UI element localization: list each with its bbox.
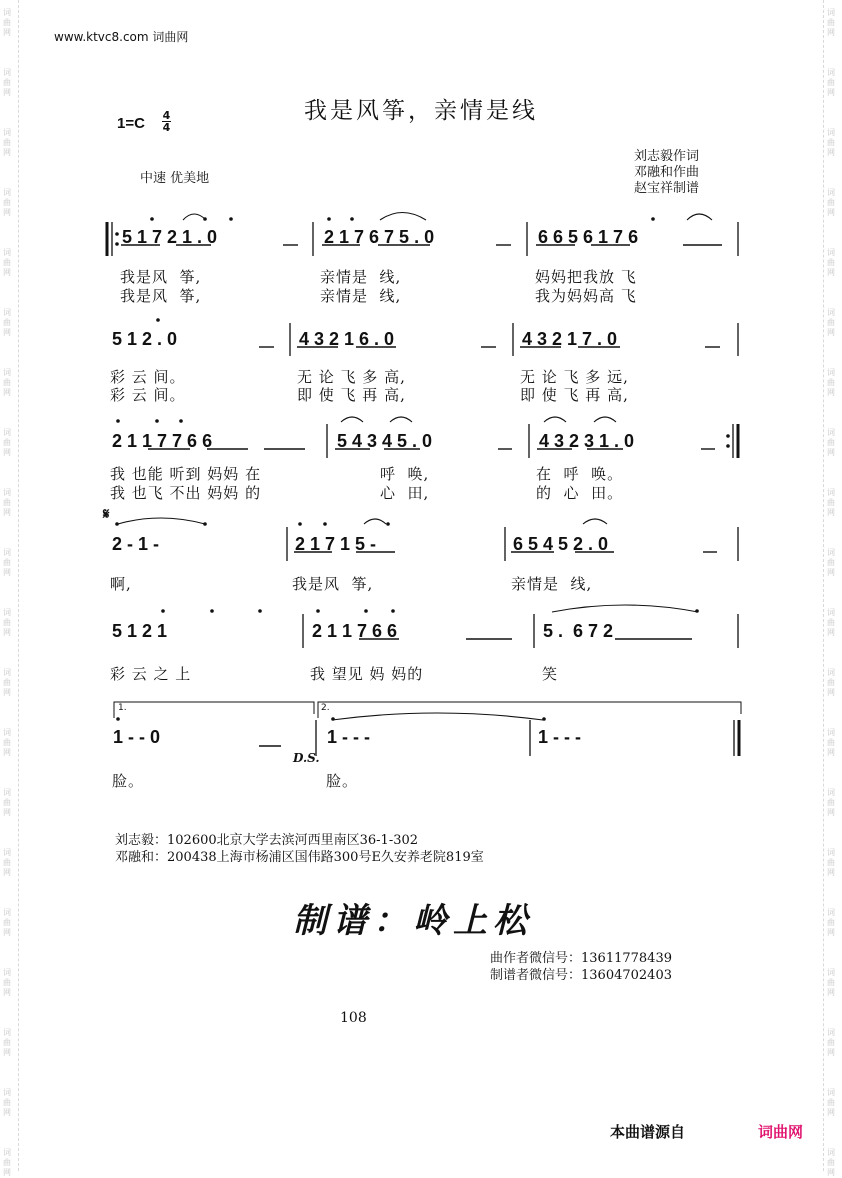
repeat-dot xyxy=(115,232,119,236)
margin-watermark: 词 曲 网 xyxy=(3,68,11,97)
repeat-dot xyxy=(115,242,119,246)
octave-dot xyxy=(210,609,214,613)
octave-dot xyxy=(391,609,395,613)
row1-measure3-notes: 6 6 5 6 1 7 6 xyxy=(538,227,639,247)
row6-measure1-notes: 1 - - 0 xyxy=(113,727,161,747)
margin-watermark: 词 曲 网 xyxy=(3,188,11,217)
octave-dot xyxy=(203,522,207,526)
octave-dot xyxy=(155,419,159,423)
margin-watermark: 词 曲 网 xyxy=(3,548,11,577)
tempo-marking: 中速 优美地 xyxy=(140,171,210,186)
octave-dot xyxy=(116,717,120,721)
tie xyxy=(332,713,543,720)
row2-measure3-notes: 4 3 2 1 7 . 0 xyxy=(522,329,618,349)
time-signature-bottom: 4 xyxy=(162,121,171,134)
row1-lyric1-m1: 我是风 筝, xyxy=(120,268,202,286)
composer-address: 邓融和：200438上海市杨浦区国伟路300号E久安养老院819室 xyxy=(115,850,484,865)
row4-measure1-notes: 2 - 1 - xyxy=(112,534,160,554)
row6-lyric-m2: 脸。 xyxy=(326,772,359,790)
footer-source-label: 本曲谱源自 xyxy=(610,1123,686,1141)
volta-2-label: 2. xyxy=(321,703,330,713)
row5-measure3-notes: 5 . 6 7 2 xyxy=(543,621,614,641)
margin-watermark: 词 曲 网 xyxy=(827,428,835,457)
margin-watermark: 词 曲 网 xyxy=(3,1148,11,1177)
octave-dot xyxy=(203,217,207,221)
row6-measure2-notes: 1 - - - xyxy=(327,727,370,747)
margin-watermark: 词 曲 网 xyxy=(827,548,835,577)
volta-1-label: 1. xyxy=(118,703,127,713)
octave-dot xyxy=(651,217,655,221)
slur xyxy=(687,214,712,220)
margin-watermark: 词 曲 网 xyxy=(827,188,835,217)
margin-watermark: 词 曲 网 xyxy=(827,608,835,637)
octave-dot xyxy=(364,609,368,613)
octave-dot xyxy=(229,217,233,221)
margin-watermark: 词 曲 网 xyxy=(3,308,11,337)
row6-measure3-notes: 1 - - - xyxy=(538,727,581,747)
octave-dot xyxy=(323,522,327,526)
row3-lyric2-m3: 的 心 田。 xyxy=(536,484,624,502)
octave-dot xyxy=(350,217,354,221)
dal-segno-mark: D.S. xyxy=(293,751,320,765)
margin-watermark: 词 曲 网 xyxy=(3,668,11,697)
row2-lyric1-m1: 彩 云 间。 xyxy=(110,368,186,386)
slur xyxy=(183,214,206,220)
margin-watermark: 词 曲 网 xyxy=(827,1028,835,1057)
margin-watermark: 词 曲 网 xyxy=(827,248,835,277)
margin-watermark: 词 曲 网 xyxy=(3,608,11,637)
margin-watermark: 词 曲 网 xyxy=(3,128,11,157)
row4-lyric-m1: 啊, xyxy=(110,575,132,593)
row3-measure1-notes: 2 1 1 7 7 6 6 xyxy=(112,431,213,451)
margin-watermark: 词 曲 网 xyxy=(3,8,11,37)
slur xyxy=(544,417,566,422)
contact-addresses xyxy=(115,832,484,866)
slur xyxy=(364,519,386,524)
row2-lyric2-m2: 即 使 飞 再 高, xyxy=(297,386,406,404)
margin-watermark: 词 曲 网 xyxy=(827,668,835,697)
margin-watermark: 词 曲 网 xyxy=(3,788,11,817)
slur xyxy=(594,417,616,422)
margin-watermark: 词 曲 网 xyxy=(827,368,835,397)
volta-2-bracket xyxy=(318,702,741,718)
margin-watermark: 词 曲 网 xyxy=(827,68,835,97)
arranger-signature: 制谱：岭上松 xyxy=(293,901,533,941)
song-title: 我是风筝，亲情是线 xyxy=(304,98,538,124)
lyricist-address: 刘志毅：102600北京大学去滨河西里南区36-1-302 xyxy=(115,833,419,848)
octave-dot xyxy=(331,717,335,721)
segno-sign: 𝄋 xyxy=(103,505,110,523)
row6-lyric-m1: 脸。 xyxy=(112,772,145,790)
margin-watermark: 词 曲 网 xyxy=(827,8,835,37)
margin-watermark: 词 曲 网 xyxy=(3,428,11,457)
repeat-dot xyxy=(726,434,730,438)
key-signature: 1=C xyxy=(117,115,145,132)
slur xyxy=(390,417,412,422)
row1-measure2-notes: 2 1 7 6 7 5 . 0 xyxy=(324,227,435,247)
arranger-wechat: 制谱者微信号：13604702403 xyxy=(490,968,672,983)
row5-measure2-notes: 2 1 1 7 6 6 xyxy=(312,621,398,641)
row4-lyric-m2: 我是风 筝, xyxy=(292,575,374,593)
row3-lyric1-m1: 我 也能 听到 妈妈 在 xyxy=(110,465,262,483)
margin-watermark: 词 曲 网 xyxy=(827,1148,835,1177)
row5-lyric-m2: 我 望见 妈 妈的 xyxy=(310,665,424,683)
volta-1-bracket xyxy=(114,702,314,718)
time-signature-top: 4 xyxy=(162,109,171,122)
octave-dot xyxy=(116,419,120,423)
slur xyxy=(380,213,426,221)
margin-watermark: 词 曲 网 xyxy=(3,1088,11,1117)
margin-watermark: 词 曲 网 xyxy=(827,308,835,337)
row5-measure1-notes: 5 1 2 1 xyxy=(112,621,168,641)
margin-watermark: 词 曲 网 xyxy=(827,788,835,817)
slur xyxy=(583,519,607,524)
row3-lyric1-m2: 呼 唤, xyxy=(380,465,430,483)
wechat-contacts xyxy=(490,950,672,984)
arranger-credit: 赵宝祥制谱 xyxy=(634,181,700,196)
row2-lyric2-m1: 彩 云 间。 xyxy=(110,386,186,404)
octave-dot xyxy=(156,318,160,322)
row3-lyric2-m1: 我 也飞 不出 妈妈 的 xyxy=(110,484,262,502)
margin-watermark: 词 曲 网 xyxy=(827,1088,835,1117)
margin-watermark: 词 曲 网 xyxy=(827,128,835,157)
slur xyxy=(552,605,698,612)
row1-lyric2-m2: 亲情是 线, xyxy=(320,287,402,305)
row3-measure3-notes: 4 3 2 3 1 . 0 xyxy=(539,431,635,451)
octave-dot xyxy=(298,522,302,526)
margin-watermark: 词 曲 网 xyxy=(3,968,11,997)
octave-dot xyxy=(316,609,320,613)
row4-lyric-m3: 亲情是 线, xyxy=(511,575,593,593)
row5-lyric-m3: 笑 xyxy=(542,665,559,683)
row5-lyric-m1: 彩 云 之 上 xyxy=(110,665,192,683)
row4-measure3-notes: 6 5 4 5 2 . 0 xyxy=(513,534,609,554)
row1-measure1-notes: 5 1 7 2 1 . 0 xyxy=(122,227,218,247)
margin-watermark: 词 曲 网 xyxy=(3,848,11,877)
source-url[interactable]: www.ktvc8.com 词曲网 xyxy=(54,30,189,44)
margin-watermark: 词 曲 网 xyxy=(3,368,11,397)
margin-watermark: 词 曲 网 xyxy=(3,908,11,937)
composer-credit: 邓融和作曲 xyxy=(634,165,700,180)
octave-dot xyxy=(115,522,119,526)
octave-dot xyxy=(695,609,699,613)
row3-measure2-notes: 5 4 3 4 5 . 0 xyxy=(337,431,433,451)
row4-measure2-notes: 2 1 7 1 5 - xyxy=(295,534,377,554)
composer-wechat: 曲作者微信号：13611778439 xyxy=(490,951,672,966)
octave-dot xyxy=(258,609,262,613)
margin-watermark: 词 曲 网 xyxy=(827,848,835,877)
lyricist-credit: 刘志毅作词 xyxy=(634,149,700,164)
row1-lyric2-m1: 我是风 筝, xyxy=(120,287,202,305)
margin-watermark: 词 曲 网 xyxy=(3,488,11,517)
octave-dot xyxy=(327,217,331,221)
row2-lyric1-m3: 无 论 飞 多 远, xyxy=(520,368,629,386)
margin-watermark: 词 曲 网 xyxy=(3,1028,11,1057)
margin-watermark: 词 曲 网 xyxy=(827,728,835,757)
margin-watermark: 词 曲 网 xyxy=(3,248,11,277)
octave-dot xyxy=(542,717,546,721)
row1-lyric1-m3: 妈妈把我放 飞 xyxy=(535,268,637,286)
row3-lyric2-m2: 心 田, xyxy=(380,484,430,502)
footer-site-link[interactable]: 词曲网 xyxy=(758,1123,804,1141)
margin-watermark: 词 曲 网 xyxy=(827,908,835,937)
row2-lyric2-m3: 即 使 飞 再 高, xyxy=(520,386,629,404)
octave-dot xyxy=(179,419,183,423)
page-number: 108 xyxy=(340,1010,367,1026)
margin-watermark: 词 曲 网 xyxy=(827,488,835,517)
repeat-dot xyxy=(726,444,730,448)
row2-lyric1-m2: 无 论 飞 多 高, xyxy=(297,368,406,386)
row2-measure2-notes: 4 3 2 1 6 . 0 xyxy=(299,329,395,349)
slur xyxy=(341,417,363,422)
row2-measure1-notes: 5 1 2 . 0 xyxy=(112,329,178,349)
tie xyxy=(118,518,205,524)
row3-lyric1-m3: 在 呼 唤。 xyxy=(536,465,624,483)
margin-watermark: 词 曲 网 xyxy=(3,728,11,757)
row1-lyric1-m2: 亲情是 线, xyxy=(320,268,402,286)
octave-dot xyxy=(386,522,390,526)
octave-dot xyxy=(161,609,165,613)
margin-watermark: 词 曲 网 xyxy=(827,968,835,997)
octave-dot xyxy=(150,217,154,221)
row1-lyric2-m3: 我为妈妈高 飞 xyxy=(535,287,637,305)
